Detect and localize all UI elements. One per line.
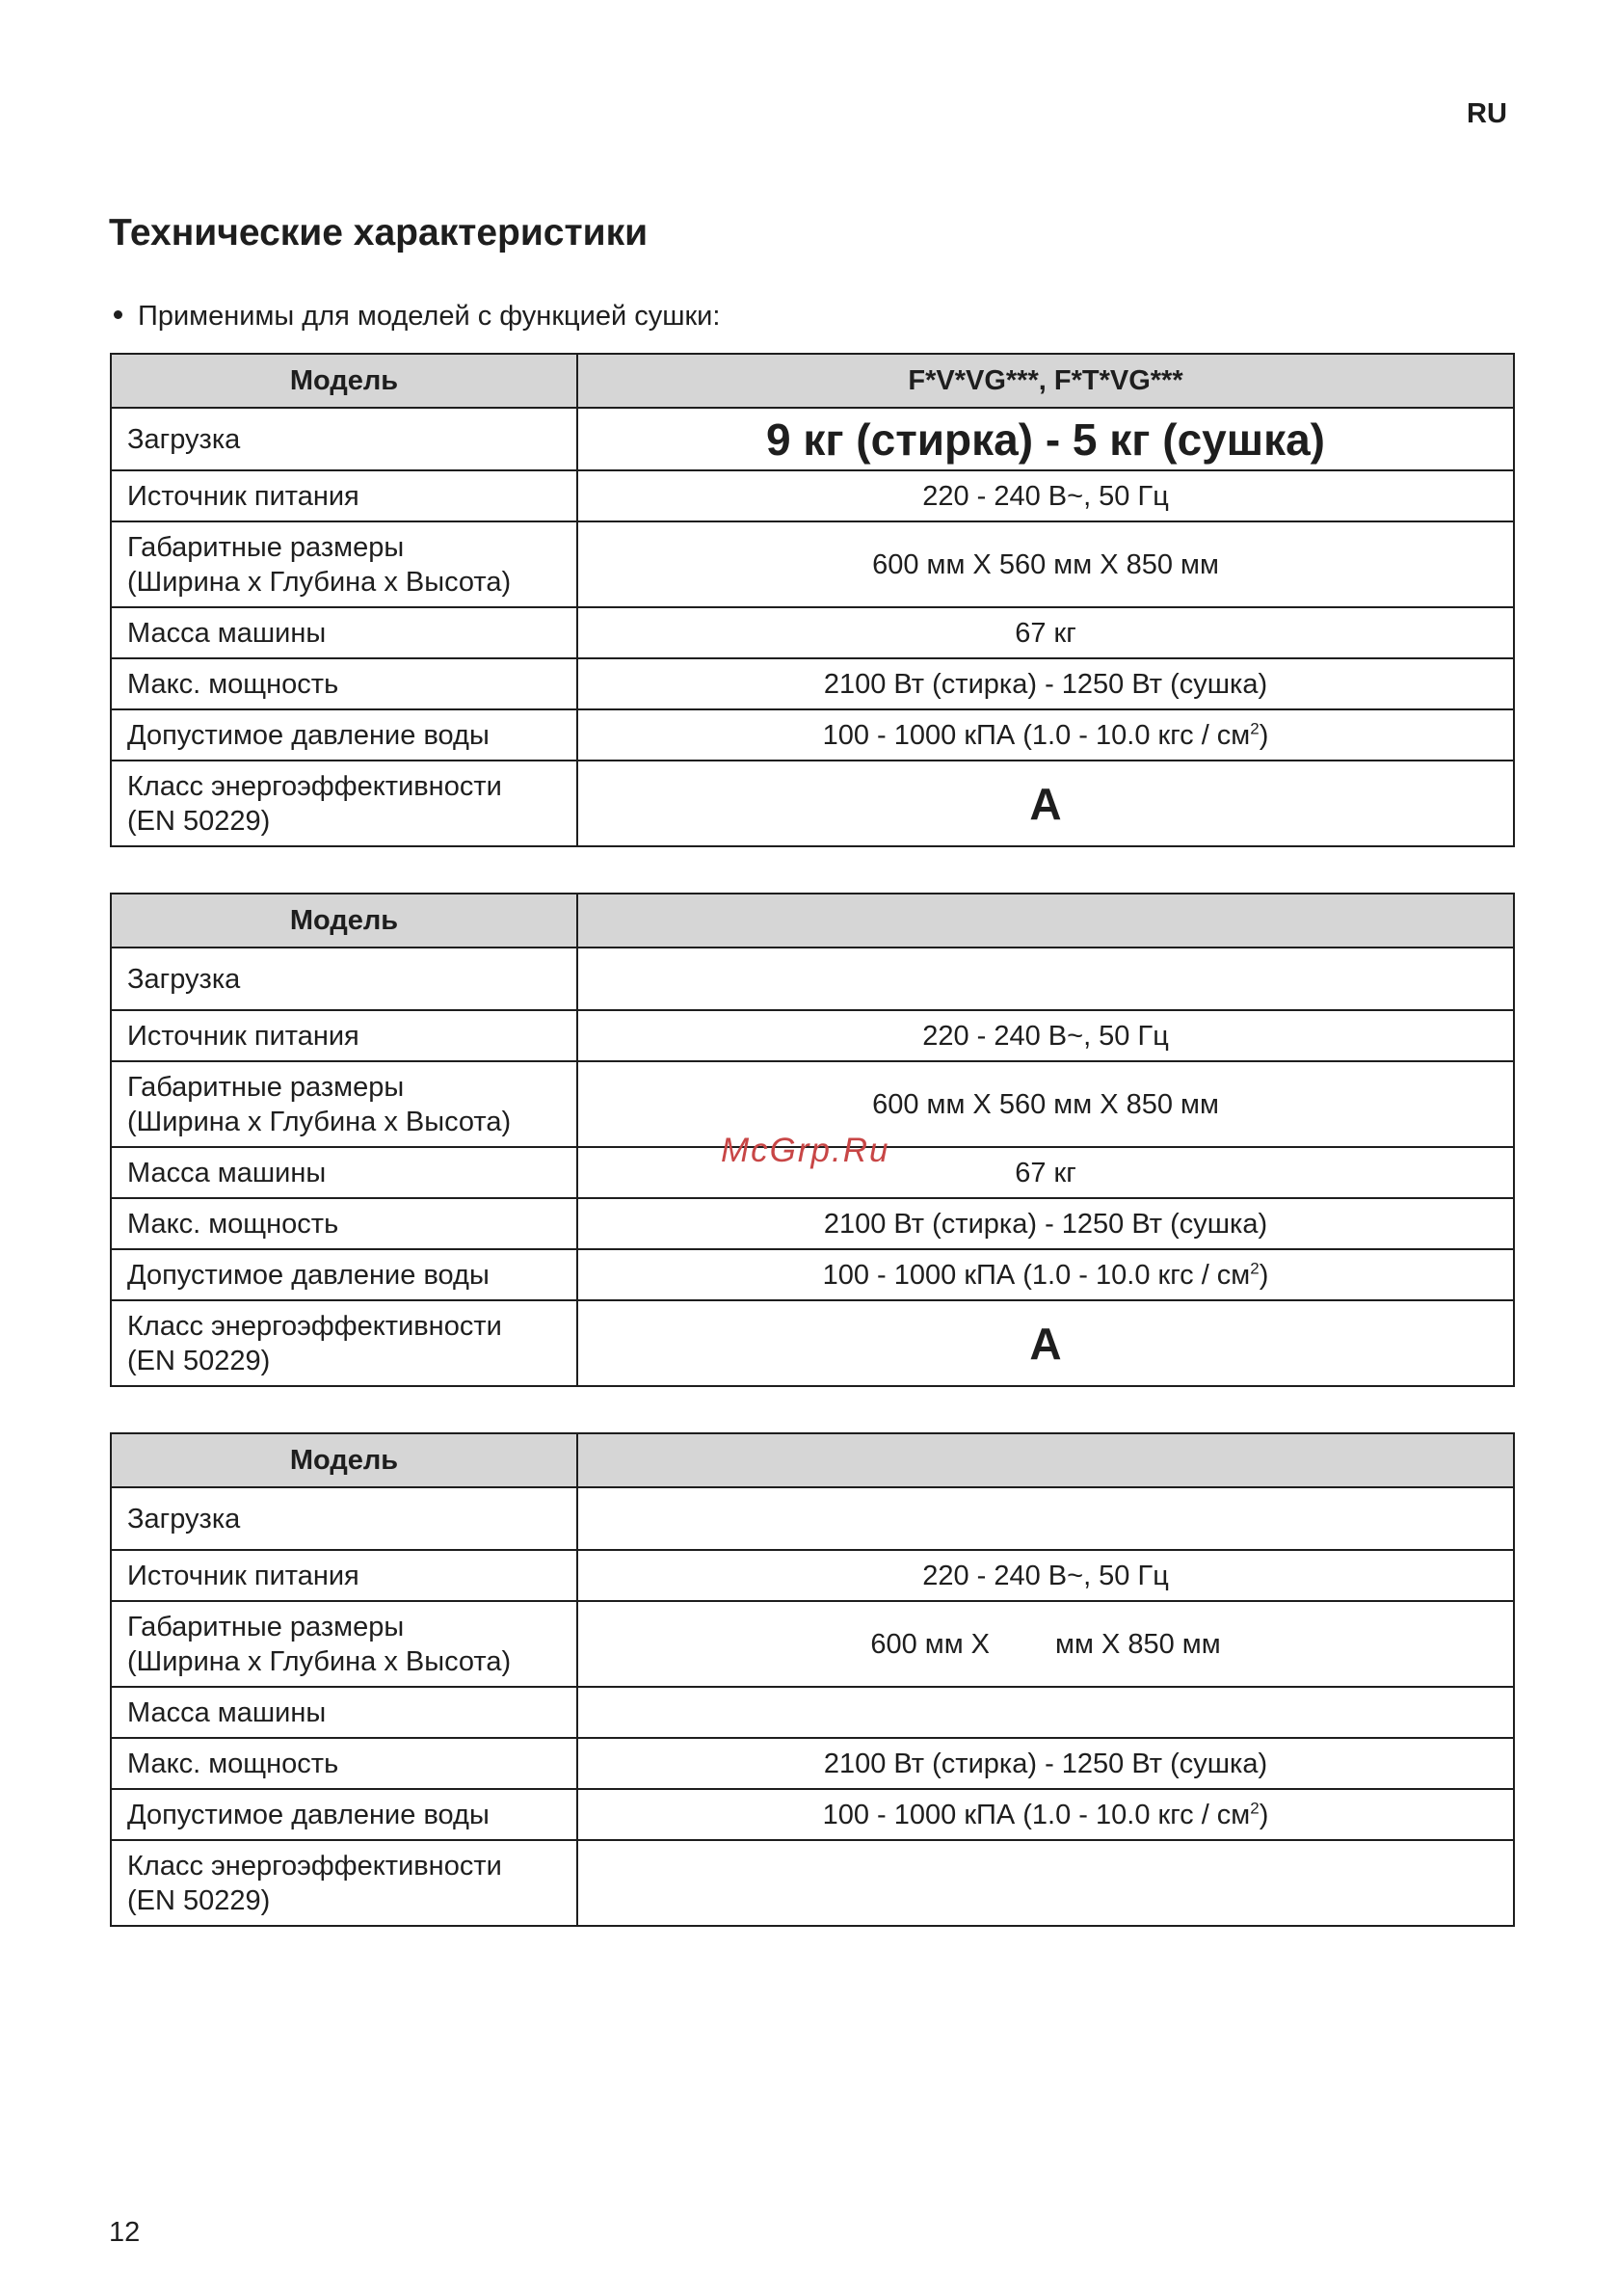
table-row — [111, 658, 1514, 709]
table-row — [111, 470, 1514, 521]
max-power-value: 2100 Вт (стирка) - 1250 Вт (сушка) — [577, 1738, 1514, 1789]
water-pressure-value — [577, 1249, 1514, 1300]
water-pressure-label: Допустимое давление воды — [111, 709, 577, 761]
energy-class-label-line2: (EN 50229) — [127, 805, 271, 837]
load-value: 9 кг (стирка) - 5 кг (сушка) — [577, 408, 1514, 470]
dimensions-label — [111, 521, 577, 607]
model-value — [577, 1433, 1514, 1487]
water-pressure-value — [577, 709, 1514, 761]
table-row — [111, 1840, 1514, 1926]
dimensions-label-line1: Габаритные размеры — [127, 1071, 405, 1103]
dimensions-width: 600 мм X — [870, 1628, 991, 1660]
language-code: RU — [1467, 98, 1507, 129]
dimensions-label-line2: (Ширина x Глубина x Высота) — [127, 566, 512, 598]
table-row — [111, 894, 1514, 948]
energy-class-label-line2: (EN 50229) — [127, 1345, 271, 1376]
table-row — [111, 1601, 1514, 1687]
applicability-text: Применимы для моделей с функцией сушки: — [138, 301, 721, 332]
power-source-value: 220 - 240 В~, 50 Гц — [577, 1010, 1514, 1061]
table-row — [111, 1789, 1514, 1840]
water-pressure-sup: 2 — [1250, 718, 1260, 737]
table-row — [111, 948, 1514, 1010]
load-label: Загрузка — [111, 408, 577, 470]
dimensions-label-line2: (Ширина x Глубина x Высота) — [127, 1645, 512, 1677]
table-row — [111, 1010, 1514, 1061]
dimensions-value: 600 мм X 560 мм X 850 мм — [577, 1061, 1514, 1147]
max-power-value: 2100 Вт (стирка) - 1250 Вт (сушка) — [577, 1198, 1514, 1249]
table-row — [111, 1738, 1514, 1789]
load-label: Загрузка — [111, 948, 577, 1010]
applicability-note — [114, 301, 720, 333]
page-number: 12 — [109, 2217, 141, 2248]
spec-table-1 — [110, 353, 1515, 847]
energy-class-label-line1: Класс энергоэффективности — [127, 1850, 502, 1882]
water-pressure-label: Допустимое давление воды — [111, 1249, 577, 1300]
energy-class-value — [577, 1840, 1514, 1926]
table-row — [111, 709, 1514, 761]
energy-class-label — [111, 1300, 577, 1386]
table-row — [111, 607, 1514, 658]
water-pressure-text: 100 - 1000 кПА (1.0 - 10.0 кгс / см — [822, 719, 1251, 751]
energy-class-label-line2: (EN 50229) — [127, 1884, 271, 1916]
max-power-value: 2100 Вт (стирка) - 1250 Вт (сушка) — [577, 658, 1514, 709]
dimensions-label — [111, 1061, 577, 1147]
water-pressure-sup: 2 — [1250, 1798, 1260, 1817]
table-row — [111, 354, 1514, 408]
dimensions-value: 600 мм X 560 мм X 850 мм — [577, 521, 1514, 607]
mass-value: 67 кг — [577, 1147, 1514, 1198]
table-row — [111, 761, 1514, 846]
bullet-icon — [114, 310, 122, 319]
mass-label: Масса машины — [111, 1147, 577, 1198]
water-pressure-end: ) — [1259, 719, 1269, 751]
model-label: Модель — [111, 1433, 577, 1487]
max-power-label: Макс. мощность — [111, 1738, 577, 1789]
table-row — [111, 1687, 1514, 1738]
mass-label: Масса машины — [111, 1687, 577, 1738]
dimensions-label-line1: Габаритные размеры — [127, 531, 405, 563]
table-row — [111, 1487, 1514, 1550]
power-source-value: 220 - 240 В~, 50 Гц — [577, 1550, 1514, 1601]
load-value — [577, 1487, 1514, 1550]
water-pressure-text: 100 - 1000 кПА (1.0 - 10.0 кгс / см — [822, 1799, 1251, 1830]
table-row — [111, 1249, 1514, 1300]
table-row — [111, 1198, 1514, 1249]
model-label: Модель — [111, 354, 577, 408]
table-row — [111, 1550, 1514, 1601]
load-label: Загрузка — [111, 1487, 577, 1550]
energy-class-label-line1: Класс энергоэффективности — [127, 1310, 502, 1342]
table-row — [111, 1300, 1514, 1386]
model-value — [577, 894, 1514, 948]
mass-value — [577, 1687, 1514, 1738]
power-source-label: Источник питания — [111, 1010, 577, 1061]
power-source-label: Источник питания — [111, 470, 577, 521]
dimensions-value — [577, 1601, 1514, 1687]
energy-class-label — [111, 1840, 577, 1926]
water-pressure-sup: 2 — [1250, 1258, 1260, 1277]
model-label: Модель — [111, 894, 577, 948]
energy-class-value: A — [577, 761, 1514, 846]
water-pressure-end: ) — [1259, 1259, 1269, 1291]
power-source-label: Источник питания — [111, 1550, 577, 1601]
dimensions-height: мм X 850 мм — [1055, 1628, 1221, 1660]
energy-class-label-line1: Класс энергоэффективности — [127, 770, 502, 802]
energy-class-label — [111, 761, 577, 846]
water-pressure-value — [577, 1789, 1514, 1840]
model-value: F*V*VG***, F*T*VG*** — [577, 354, 1514, 408]
mass-value: 67 кг — [577, 607, 1514, 658]
dimensions-label-line2: (Ширина x Глубина x Высота) — [127, 1106, 512, 1137]
watermark: McGrp.Ru — [721, 1132, 890, 1169]
dimensions-label — [111, 1601, 577, 1687]
load-value — [577, 948, 1514, 1010]
mass-label: Масса машины — [111, 607, 577, 658]
page-title: Технические характеристики — [109, 212, 649, 254]
water-pressure-label: Допустимое давление воды — [111, 1789, 577, 1840]
energy-class-value: A — [577, 1300, 1514, 1386]
table-row — [111, 521, 1514, 607]
max-power-label: Макс. мощность — [111, 1198, 577, 1249]
max-power-label: Макс. мощность — [111, 658, 577, 709]
table-row — [111, 408, 1514, 470]
water-pressure-text: 100 - 1000 кПА (1.0 - 10.0 кгс / см — [822, 1259, 1251, 1291]
table-row — [111, 1433, 1514, 1487]
water-pressure-end: ) — [1259, 1799, 1269, 1830]
spec-table-3 — [110, 1432, 1515, 1927]
dimensions-label-line1: Габаритные размеры — [127, 1611, 405, 1642]
power-source-value: 220 - 240 В~, 50 Гц — [577, 470, 1514, 521]
